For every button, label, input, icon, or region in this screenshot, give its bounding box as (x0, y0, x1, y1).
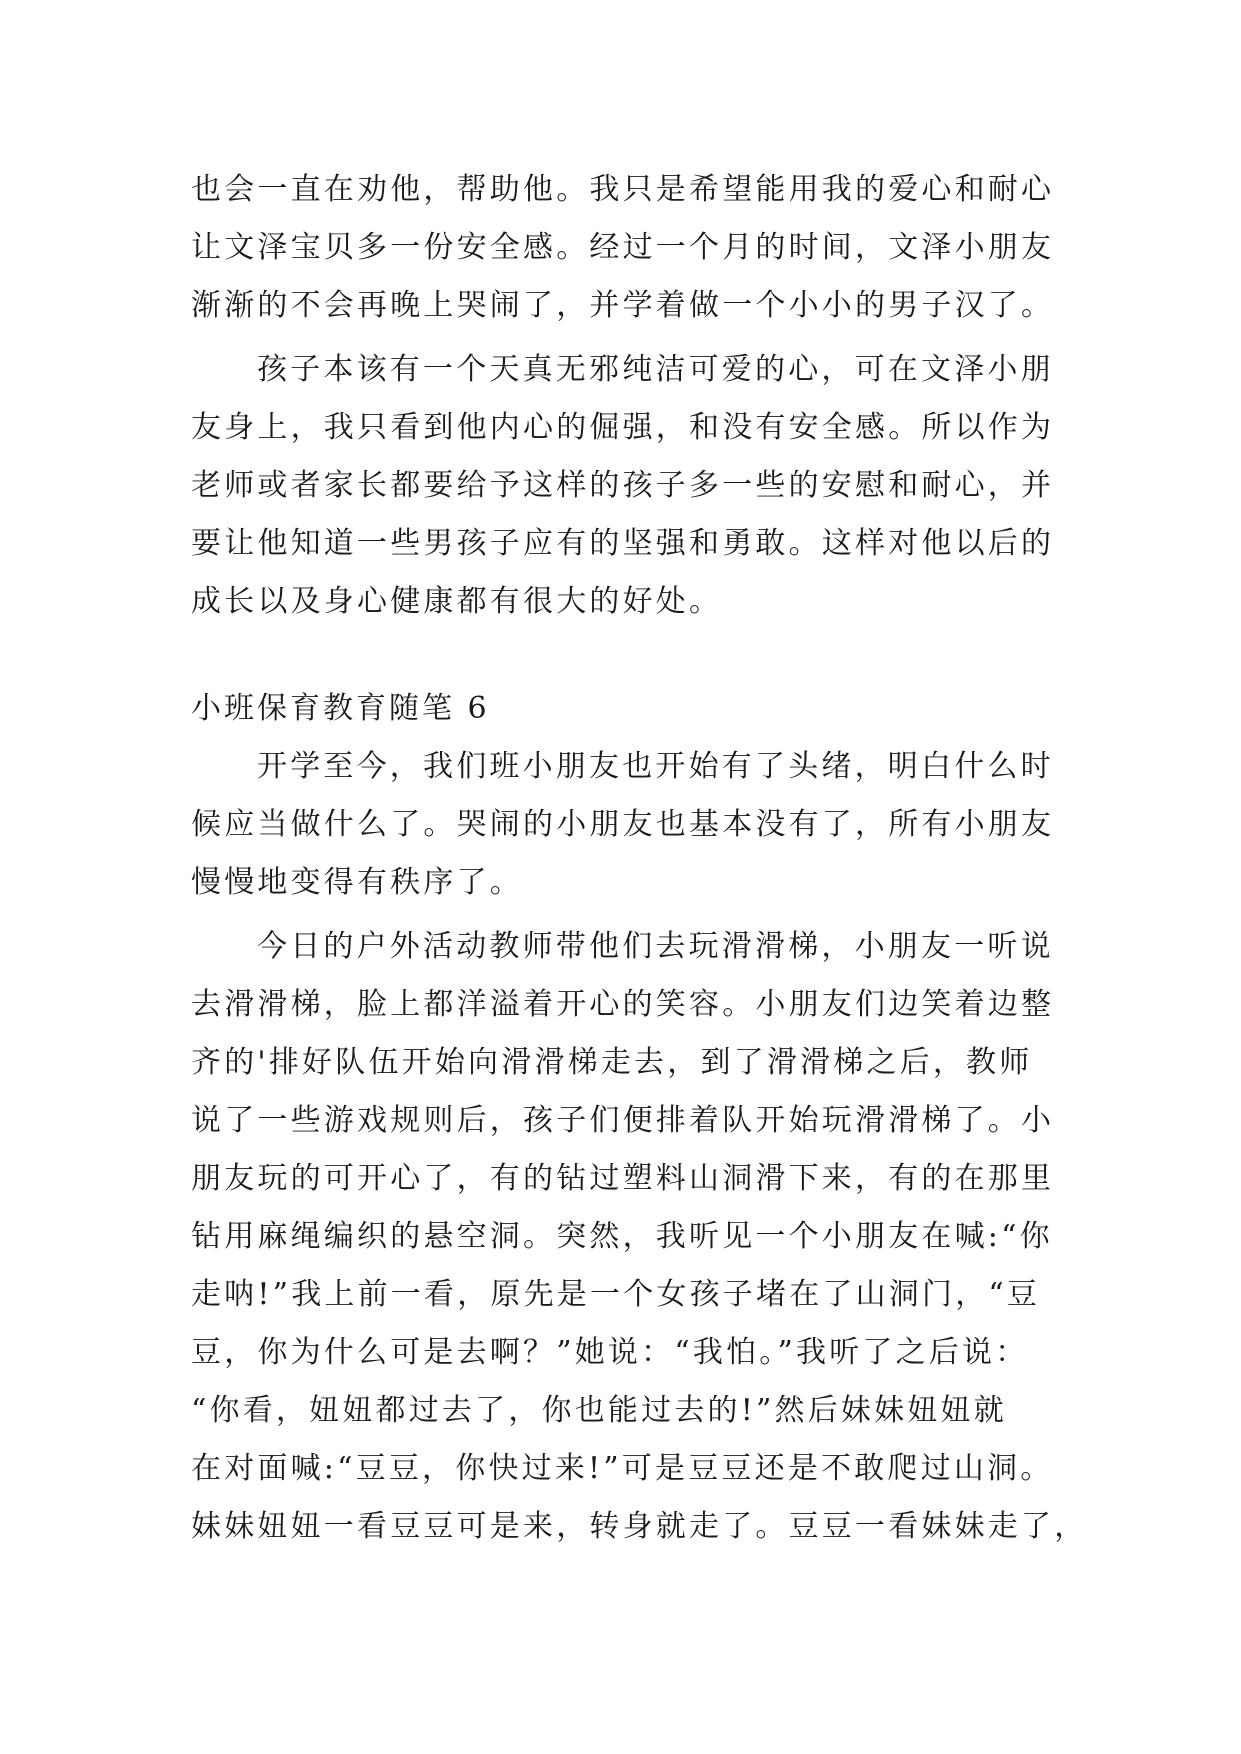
paragraph-continued (191, 161, 1061, 335)
section-heading: 小班保育教育随笔 6 (191, 691, 490, 726)
text-line: “你看，妞妞都过去了，你也能过去的!”然后妹妹妞妞就 (191, 1393, 1007, 1428)
text-line: 今日的户外活动教师带他们去玩滑滑梯，小朋友一听说 (257, 929, 1054, 964)
text-line: 渐渐的不会再晚上哭闹了，并学着做一个小小的男子汉了。 (191, 288, 1055, 323)
text-line: 在对面喊:“豆豆，你快过来!”可是豆豆还是不敢爬过山洞。 (191, 1451, 1054, 1486)
text-line: 候应当做什么了。哭闹的小朋友也基本没有了，所有小朋友 (191, 807, 1055, 842)
text-line: 慢慢地变得有秩序了。 (191, 865, 523, 900)
paragraph-story (191, 918, 1088, 1556)
text-line: 让文泽宝贝多一份安全感。经过一个月的时间，文泽小朋友 (191, 230, 1055, 265)
text-line: 开学至今，我们班小朋友也开始有了头绪，明白什么时 (257, 749, 1054, 784)
text-line: 妹妹妞妞一看豆豆可是来，转身就走了。豆豆一看妹妹走了， (191, 1509, 1088, 1544)
text-line: 要让他知道一些男孩子应有的坚强和勇敢。这样对他以后的 (191, 526, 1055, 561)
text-line: 齐的'排好队伍开始向滑滑梯走去，到了滑滑梯之后，教师 (191, 1045, 1033, 1080)
text-line: 钻用麻绳编织的悬空洞。突然，我听见一个小朋友在喊:“你 (191, 1219, 1053, 1254)
text-line: 老师或者家长都要给予这样的孩子多一些的安慰和耐心，并 (191, 468, 1055, 503)
paragraph-conclusion (191, 341, 1061, 631)
text-line: 去滑滑梯，脸上都洋溢着开心的笑容。小朋友们边笑着边整 (191, 987, 1055, 1022)
text-line: 朋友玩的可开心了，有的钻过塑料山洞滑下来，有的在那里 (191, 1161, 1055, 1196)
text-line: 也会一直在劝他，帮助他。我只是希望能用我的爱心和耐心 (191, 172, 1055, 207)
text-line: 豆，你为什么可是去啊？”她说：“我怕。”我听了之后说： (191, 1335, 1029, 1370)
text-line: 走呐!”我上前一看，原先是一个女孩子堵在了山洞门，“豆 (191, 1277, 1041, 1312)
paragraph-intro (191, 738, 1061, 912)
text-line: 说了一些游戏规则后，孩子们便排着队开始玩滑滑梯了。小 (191, 1103, 1055, 1138)
text-line: 成长以及身心健康都有很大的好处。 (191, 584, 723, 619)
text-line: 友身上，我只看到他内心的倔强，和没有安全感。所以作为 (191, 410, 1055, 445)
text-line: 孩子本该有一个天真无邪纯洁可爱的心，可在文泽小朋 (257, 352, 1054, 387)
